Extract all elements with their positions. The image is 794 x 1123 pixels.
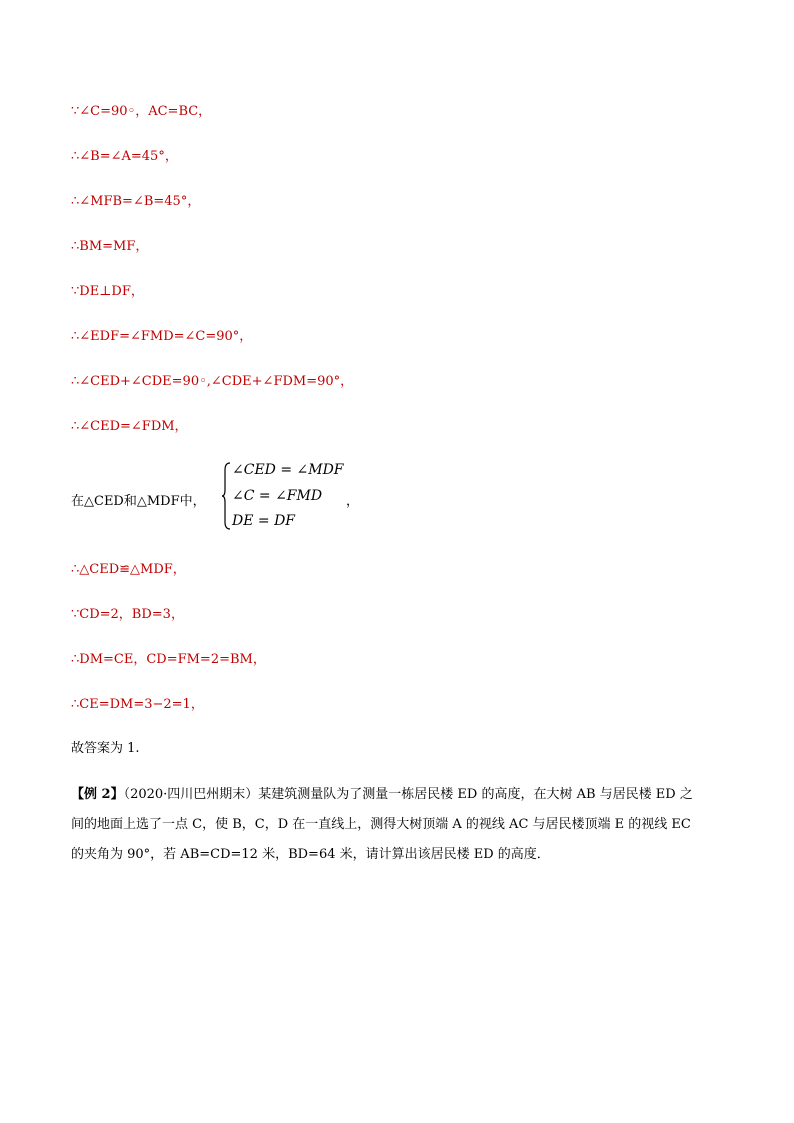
left-brace-icon xyxy=(221,462,231,530)
answer-text: 故答案为 1. xyxy=(71,741,140,756)
example-tag: 【例 2】 xyxy=(71,787,124,802)
solution-line: ∴∠MFB=∠B=45°， xyxy=(71,194,201,209)
solution-line: ∴△CED≌△MDF， xyxy=(71,562,186,577)
example-text: （2020·四川巴州期末）某建筑测量队为了测量一栋居民楼 ED 的高度，在大树 AB 与居民楼 ED 之 xyxy=(123,787,693,802)
solution-line: ∴∠CED=∠FDM， xyxy=(71,419,188,434)
system-row: DE = DF xyxy=(232,513,296,529)
solution-line: ∵CD=2，BD=3， xyxy=(71,607,184,622)
solution-line: ∵DE⊥DF， xyxy=(71,284,144,299)
example-line xyxy=(71,780,721,810)
solution-line: ∴DM=CE，CD=FM=2=BM， xyxy=(71,652,266,667)
system-row: ∠C = ∠FMD xyxy=(232,488,323,504)
solution-line: ∴∠EDF=∠FMD=∠C=90°， xyxy=(71,329,253,344)
system-comma: ， xyxy=(346,494,360,509)
example-problem xyxy=(71,780,721,870)
solution-line: ∵∠C=90◦，AC=BC， xyxy=(71,104,212,119)
solution-line: ∴CE=DM=3−2=1， xyxy=(71,697,204,712)
solution-line: ∴∠B=∠A=45°， xyxy=(71,149,178,164)
solution-line: ∴∠CED+∠CDE=90◦,∠CDE+∠FDM=90°， xyxy=(71,374,354,389)
system-lead-text: 在△CED和△MDF中， xyxy=(71,494,206,509)
solution-line: ∴BM=MF， xyxy=(71,239,149,254)
system-row: ∠CED = ∠MDF xyxy=(232,462,344,478)
example-line: 的夹角为 90°，若 AB=CD=12 米，BD=64 米，请计算出该居民楼 ED 的高度． xyxy=(71,847,550,862)
example-line: 间的地面上选了一点 C，使 B，C，D 在一直线上，测得大树顶端 A 的视线 AC 与居民楼顶端 E 的视线 EC xyxy=(71,817,691,832)
